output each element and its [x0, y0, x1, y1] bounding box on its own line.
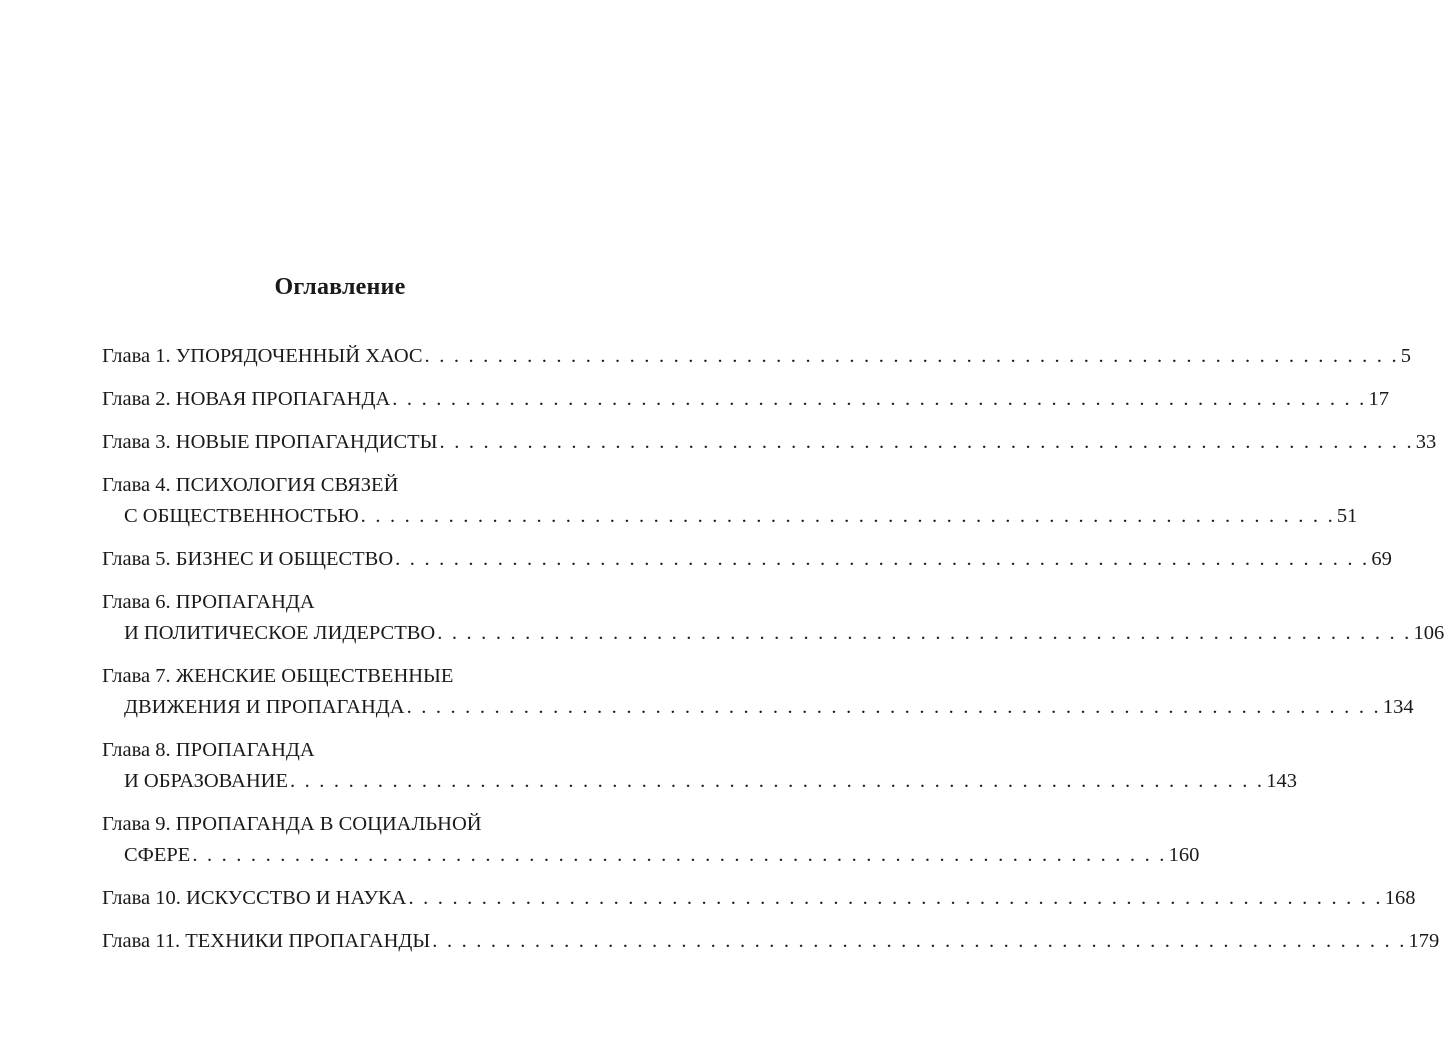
toc-entry-line — [102, 736, 569, 764]
page-number: 143 — [1266, 770, 1297, 792]
chapter-title: НОВЫЕ ПРОПАГАНДИСТЫ — [175, 431, 438, 453]
chapter-label: Глава 6. — [102, 591, 171, 613]
toc-entry-line — [124, 619, 1444, 647]
chapter-title: ДВИЖЕНИЯ И ПРОПАГАНДА — [124, 696, 405, 718]
page-number: 179 — [1408, 930, 1440, 952]
toc-entry-line — [102, 471, 569, 499]
page-number: 168 — [1384, 887, 1416, 909]
toc-entry-line — [102, 884, 1416, 912]
toc-entry-line — [102, 810, 569, 838]
dot-leader: . . . . . . . . . . . . . . . . . . . . . . . . . . . . . . . . . . . . . . . . . . . . . . . . . . . . . . . . . . . . . . . . . . . — [437, 622, 1412, 644]
chapter-label: Глава 7. — [102, 665, 171, 687]
chapter-title: ТЕХНИКИ ПРОПАГАНДЫ — [185, 930, 431, 952]
toc-entry-line — [124, 767, 1297, 795]
dot-leader: . . . . . . . . . . . . . . . . . . . . . . . . . . . . . . . . . . . . . . . . . . . . . . . . . . . . . . . . . . . . . . . . . . . — [424, 345, 1399, 367]
dot-leader: . . . . . . . . . . . . . . . . . . . . . . . . . . . . . . . . . . . . . . . . . . . . . . . . . . . . . . . . . . . . . . . . . . . — [432, 930, 1407, 952]
chapter-title: СФЕРЕ — [124, 844, 191, 866]
toc-entry-line — [102, 545, 1392, 573]
chapter-title: И ОБРАЗОВАНИЕ — [124, 770, 288, 792]
toc-entry-line — [124, 502, 1358, 530]
page-number: 17 — [1368, 388, 1389, 410]
toc-entry-line — [124, 693, 1414, 721]
page-number: 51 — [1336, 505, 1358, 527]
chapter-title: ЖЕНСКИЕ ОБЩЕСТВЕННЫЕ — [175, 665, 454, 687]
chapter-label: Глава 3. — [102, 431, 171, 453]
toc-entry-line — [102, 927, 1440, 955]
dot-leader: . . . . . . . . . . . . . . . . . . . . . . . . . . . . . . . . . . . . . . . . . . . . . . . . . . . . . . . . . . . . . . . . . . . — [192, 844, 1167, 866]
chapter-title: ИСКУССТВО И НАУКА — [186, 887, 407, 909]
chapter-title: С ОБЩЕСТВЕННОСТЬЮ — [124, 505, 359, 527]
chapter-label: Глава 8. — [102, 739, 171, 761]
toc-entry-line — [102, 342, 1412, 370]
chapter-label: Глава 1. — [102, 345, 171, 367]
chapter-label: Глава 9. — [102, 813, 171, 835]
toc-entry-line — [102, 385, 1389, 413]
page-number: 5 — [1400, 345, 1412, 367]
toc-title: Оглавление — [274, 274, 406, 300]
page-number: 134 — [1382, 696, 1414, 718]
page-number: 33 — [1415, 431, 1437, 453]
chapter-title: ПРОПАГАНДА — [175, 591, 315, 613]
chapter-title: УПОРЯДОЧЕННЫЙ ХАОС — [175, 345, 423, 367]
dot-leader: . . . . . . . . . . . . . . . . . . . . . . . . . . . . . . . . . . . . . . . . . . . . . . . . . . . . . . . . . . . . . . . . . . . — [395, 548, 1370, 570]
chapter-label: Глава 5. — [102, 548, 171, 570]
chapter-title: НОВАЯ ПРОПАГАНДА — [175, 388, 391, 410]
toc-entry-line — [102, 588, 569, 616]
chapter-label: Глава 10. — [102, 887, 181, 909]
page-number: 69 — [1371, 548, 1392, 570]
chapter-title: БИЗНЕС И ОБЩЕСТВО — [175, 548, 394, 570]
toc-entry-line — [102, 662, 569, 690]
chapter-title: ПСИХОЛОГИЯ СВЯЗЕЙ — [175, 474, 399, 496]
page-number: 160 — [1168, 844, 1200, 866]
chapter-label: Глава 4. — [102, 474, 171, 496]
dot-leader: . . . . . . . . . . . . . . . . . . . . . . . . . . . . . . . . . . . . . . . . . . . . . . . . . . . . . . . . . . . . . . . . . . . — [360, 505, 1335, 527]
toc-entry-line — [102, 428, 1437, 456]
chapter-title: ПРОПАГАНДА — [175, 739, 315, 761]
chapter-title: И ПОЛИТИЧЕСКОЕ ЛИДЕРСТВО — [124, 622, 436, 644]
dot-leader: . . . . . . . . . . . . . . . . . . . . . . . . . . . . . . . . . . . . . . . . . . . . . . . . . . . . . . . . . . . . . . . . . . . — [392, 388, 1367, 410]
chapter-title: ПРОПАГАНДА В СОЦИАЛЬНОЙ — [175, 813, 482, 835]
chapter-label: Глава 11. — [102, 930, 181, 952]
chapter-label: Глава 2. — [102, 388, 171, 410]
page-number: 106 — [1413, 622, 1444, 644]
toc-entry-line — [124, 841, 1200, 869]
dot-leader: . . . . . . . . . . . . . . . . . . . . . . . . . . . . . . . . . . . . . . . . . . . . . . . . . . . . . . . . . . . . . . . . . . . — [289, 770, 1265, 792]
dot-leader: . . . . . . . . . . . . . . . . . . . . . . . . . . . . . . . . . . . . . . . . . . . . . . . . . . . . . . . . . . . . . . . . . . . — [406, 696, 1381, 718]
dot-leader: . . . . . . . . . . . . . . . . . . . . . . . . . . . . . . . . . . . . . . . . . . . . . . . . . . . . . . . . . . . . . . . . . . . — [408, 887, 1383, 909]
dot-leader: . . . . . . . . . . . . . . . . . . . . . . . . . . . . . . . . . . . . . . . . . . . . . . . . . . . . . . . . . . . . . . . . . . . — [439, 431, 1414, 453]
